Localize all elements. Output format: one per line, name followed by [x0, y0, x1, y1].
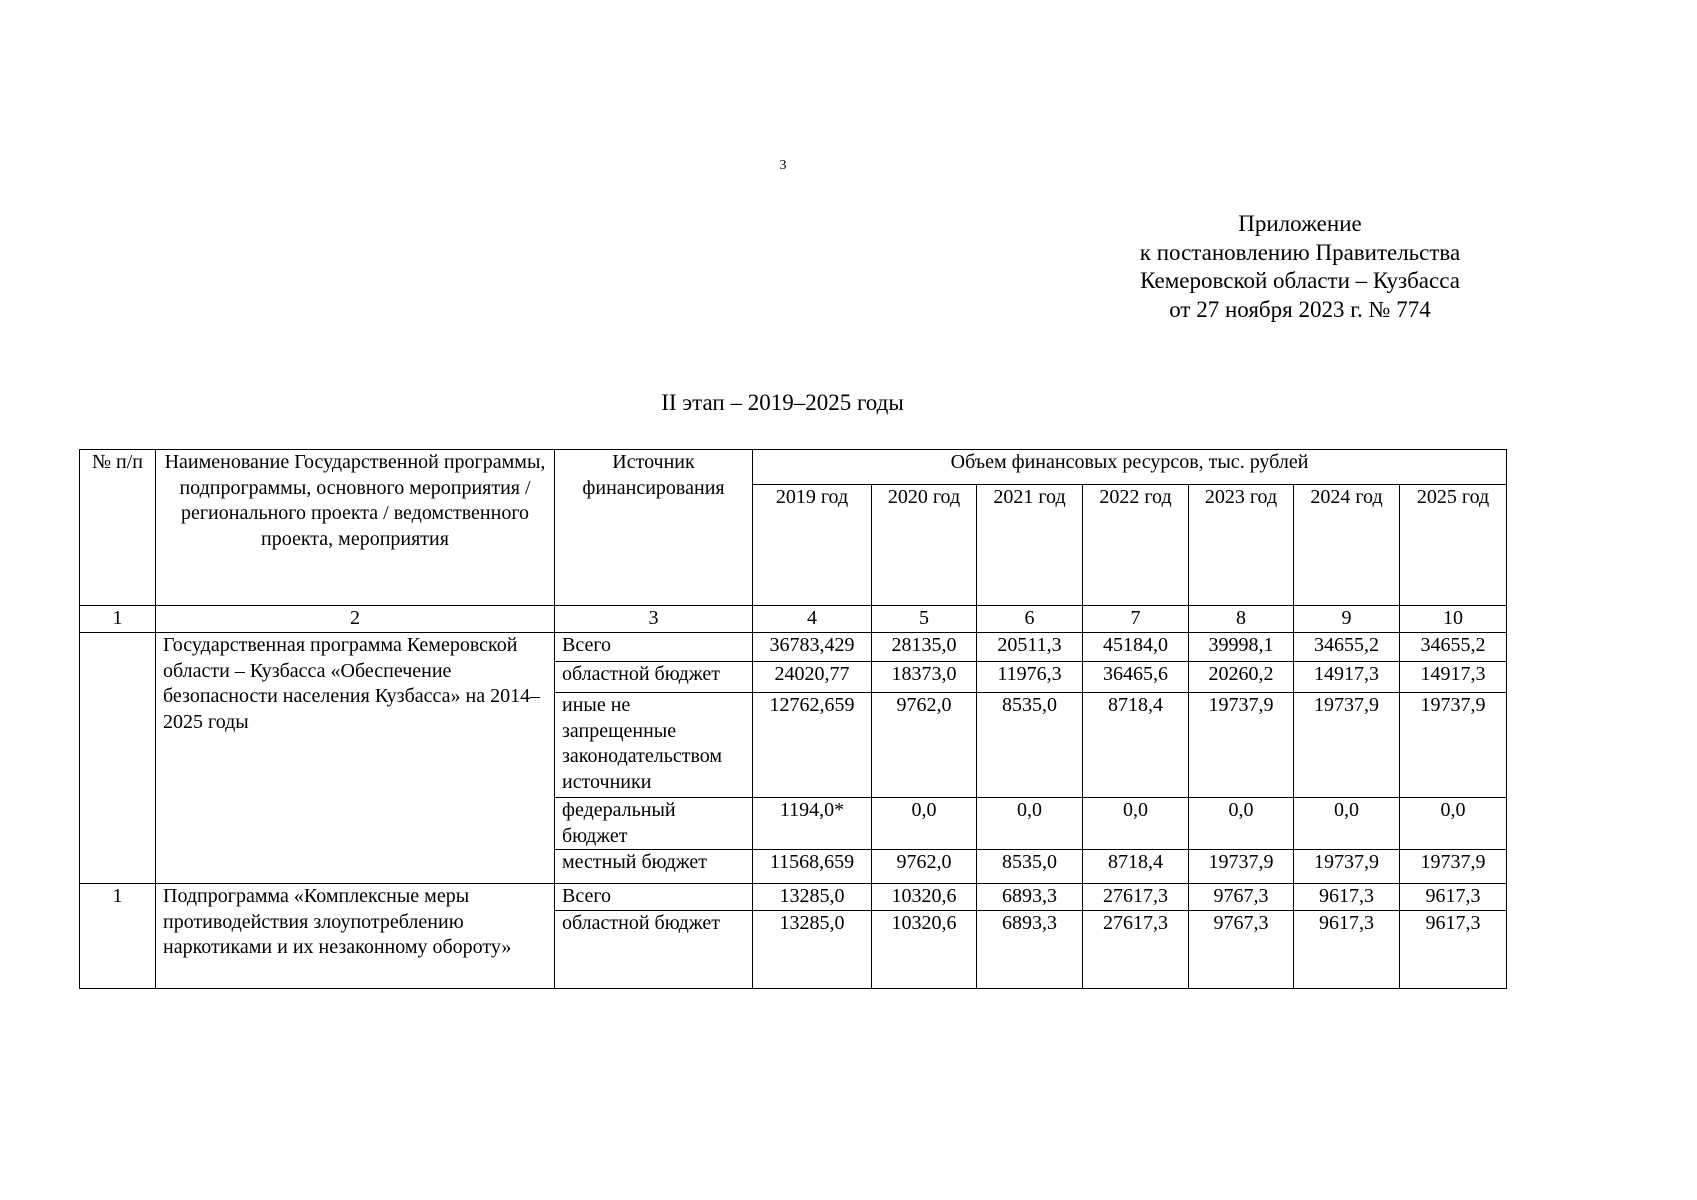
- source-cell: местный бюджет: [555, 850, 753, 884]
- header-year: 2025 год: [1400, 485, 1507, 606]
- value-cell: 36465,6: [1083, 662, 1189, 693]
- subprogram-name: Подпрограмма «Комплексные меры противодействия злоупотреблению наркотиками и их незаконному обороту»: [156, 884, 555, 989]
- value-cell: 19737,9: [1294, 850, 1400, 884]
- value-cell: 14917,3: [1400, 662, 1507, 693]
- column-number: 1: [80, 606, 156, 633]
- appendix-line-4: от 27 ноября 2023 г. № 774: [1169, 296, 1431, 322]
- value-cell: 39998,1: [1189, 633, 1294, 662]
- value-cell: 19737,9: [1189, 693, 1294, 798]
- column-number: 8: [1189, 606, 1294, 633]
- value-cell: 0,0: [1083, 798, 1189, 850]
- header-num: № п/п: [80, 450, 156, 606]
- value-cell: 9617,3: [1400, 911, 1507, 989]
- appendix-block: [1090, 210, 1510, 324]
- value-cell: 12762,659: [753, 693, 872, 798]
- value-cell: 8535,0: [977, 850, 1083, 884]
- table-row: [80, 884, 1507, 911]
- header-year: 2019 год: [753, 485, 872, 606]
- value-cell: 8535,0: [977, 693, 1083, 798]
- value-cell: 8718,4: [1083, 850, 1189, 884]
- source-cell: иные не запрещенные законодательством источники: [555, 693, 753, 798]
- value-cell: 11976,3: [977, 662, 1083, 693]
- header-source: Источник финансирования: [555, 450, 753, 606]
- value-cell: 6893,3: [977, 884, 1083, 911]
- appendix-line-2: к постановлению Правительства: [1139, 239, 1461, 265]
- column-number: 3: [555, 606, 753, 633]
- header-name: Наименование Государственной программы, подпрограммы, основного мероприятия / регионального проекта / ведомственного проекта, мероприятия: [156, 450, 555, 606]
- value-cell: 20260,2: [1189, 662, 1294, 693]
- value-cell: 28135,0: [872, 633, 977, 662]
- value-cell: 27617,3: [1083, 884, 1189, 911]
- value-cell: 19737,9: [1400, 693, 1507, 798]
- header-year: 2020 год: [872, 485, 977, 606]
- value-cell: 6893,3: [977, 911, 1083, 989]
- appendix-line-3: Кемеровской области – Кузбасса: [1140, 268, 1460, 293]
- table-row: [80, 633, 1507, 662]
- appendix-line-1: Приложение: [1238, 211, 1362, 236]
- value-cell: 20511,3: [977, 633, 1083, 662]
- header-year: 2023 год: [1189, 485, 1294, 606]
- value-cell: 13285,0: [753, 884, 872, 911]
- value-cell: 9617,3: [1294, 884, 1400, 911]
- value-cell: 0,0: [872, 798, 977, 850]
- value-cell: 9767,3: [1189, 884, 1294, 911]
- source-cell: областной бюджет: [555, 662, 753, 693]
- value-cell: 0,0: [977, 798, 1083, 850]
- value-cell: 9762,0: [872, 850, 977, 884]
- value-cell: 19737,9: [1294, 693, 1400, 798]
- value-cell: 34655,2: [1400, 633, 1507, 662]
- value-cell: 0,0: [1189, 798, 1294, 850]
- program-num: [80, 633, 156, 884]
- column-number-row: [80, 606, 1507, 633]
- header-volume: Объем финансовых ресурсов, тыс. рублей: [753, 450, 1507, 485]
- source-cell: Всего: [555, 633, 753, 662]
- program-name: Государственная программа Кемеровской области – Кузбасса «Обеспечение безопасности населения Кузбасса» на 2014–2025 годы: [156, 633, 555, 884]
- column-number: 9: [1294, 606, 1400, 633]
- value-cell: 0,0: [1400, 798, 1507, 850]
- value-cell: 10320,6: [872, 911, 977, 989]
- header-year: 2022 год: [1083, 485, 1189, 606]
- column-number: 7: [1083, 606, 1189, 633]
- column-number: 10: [1400, 606, 1507, 633]
- value-cell: 13285,0: [753, 911, 872, 989]
- source-cell: Всего: [555, 884, 753, 911]
- value-cell: 0,0: [1294, 798, 1400, 850]
- value-cell: 1194,0*: [753, 798, 872, 850]
- value-cell: 36783,429: [753, 633, 872, 662]
- subprogram-num: 1: [80, 884, 156, 989]
- header-year: 2024 год: [1294, 485, 1400, 606]
- value-cell: 9767,3: [1189, 911, 1294, 989]
- header-year: 2021 год: [977, 485, 1083, 606]
- column-number: 6: [977, 606, 1083, 633]
- value-cell: 24020,77: [753, 662, 872, 693]
- value-cell: 34655,2: [1294, 633, 1400, 662]
- value-cell: 8718,4: [1083, 693, 1189, 798]
- value-cell: 19737,9: [1189, 850, 1294, 884]
- value-cell: 45184,0: [1083, 633, 1189, 662]
- value-cell: 10320,6: [872, 884, 977, 911]
- column-number: 5: [872, 606, 977, 633]
- header-row: [80, 450, 1507, 485]
- source-cell: федеральный бюджет: [555, 798, 753, 850]
- value-cell: 9617,3: [1400, 884, 1507, 911]
- value-cell: 14917,3: [1294, 662, 1400, 693]
- source-cell: областной бюджет: [555, 911, 753, 989]
- financing-table: [79, 449, 1507, 989]
- value-cell: 19737,9: [1400, 850, 1507, 884]
- stage-title: II этап – 2019–2025 годы: [661, 390, 904, 415]
- value-cell: 11568,659: [753, 850, 872, 884]
- value-cell: 18373,0: [872, 662, 977, 693]
- page-number: 3: [779, 158, 787, 173]
- column-number: 4: [753, 606, 872, 633]
- value-cell: 9617,3: [1294, 911, 1400, 989]
- column-number: 2: [156, 606, 555, 633]
- value-cell: 27617,3: [1083, 911, 1189, 989]
- value-cell: 9762,0: [872, 693, 977, 798]
